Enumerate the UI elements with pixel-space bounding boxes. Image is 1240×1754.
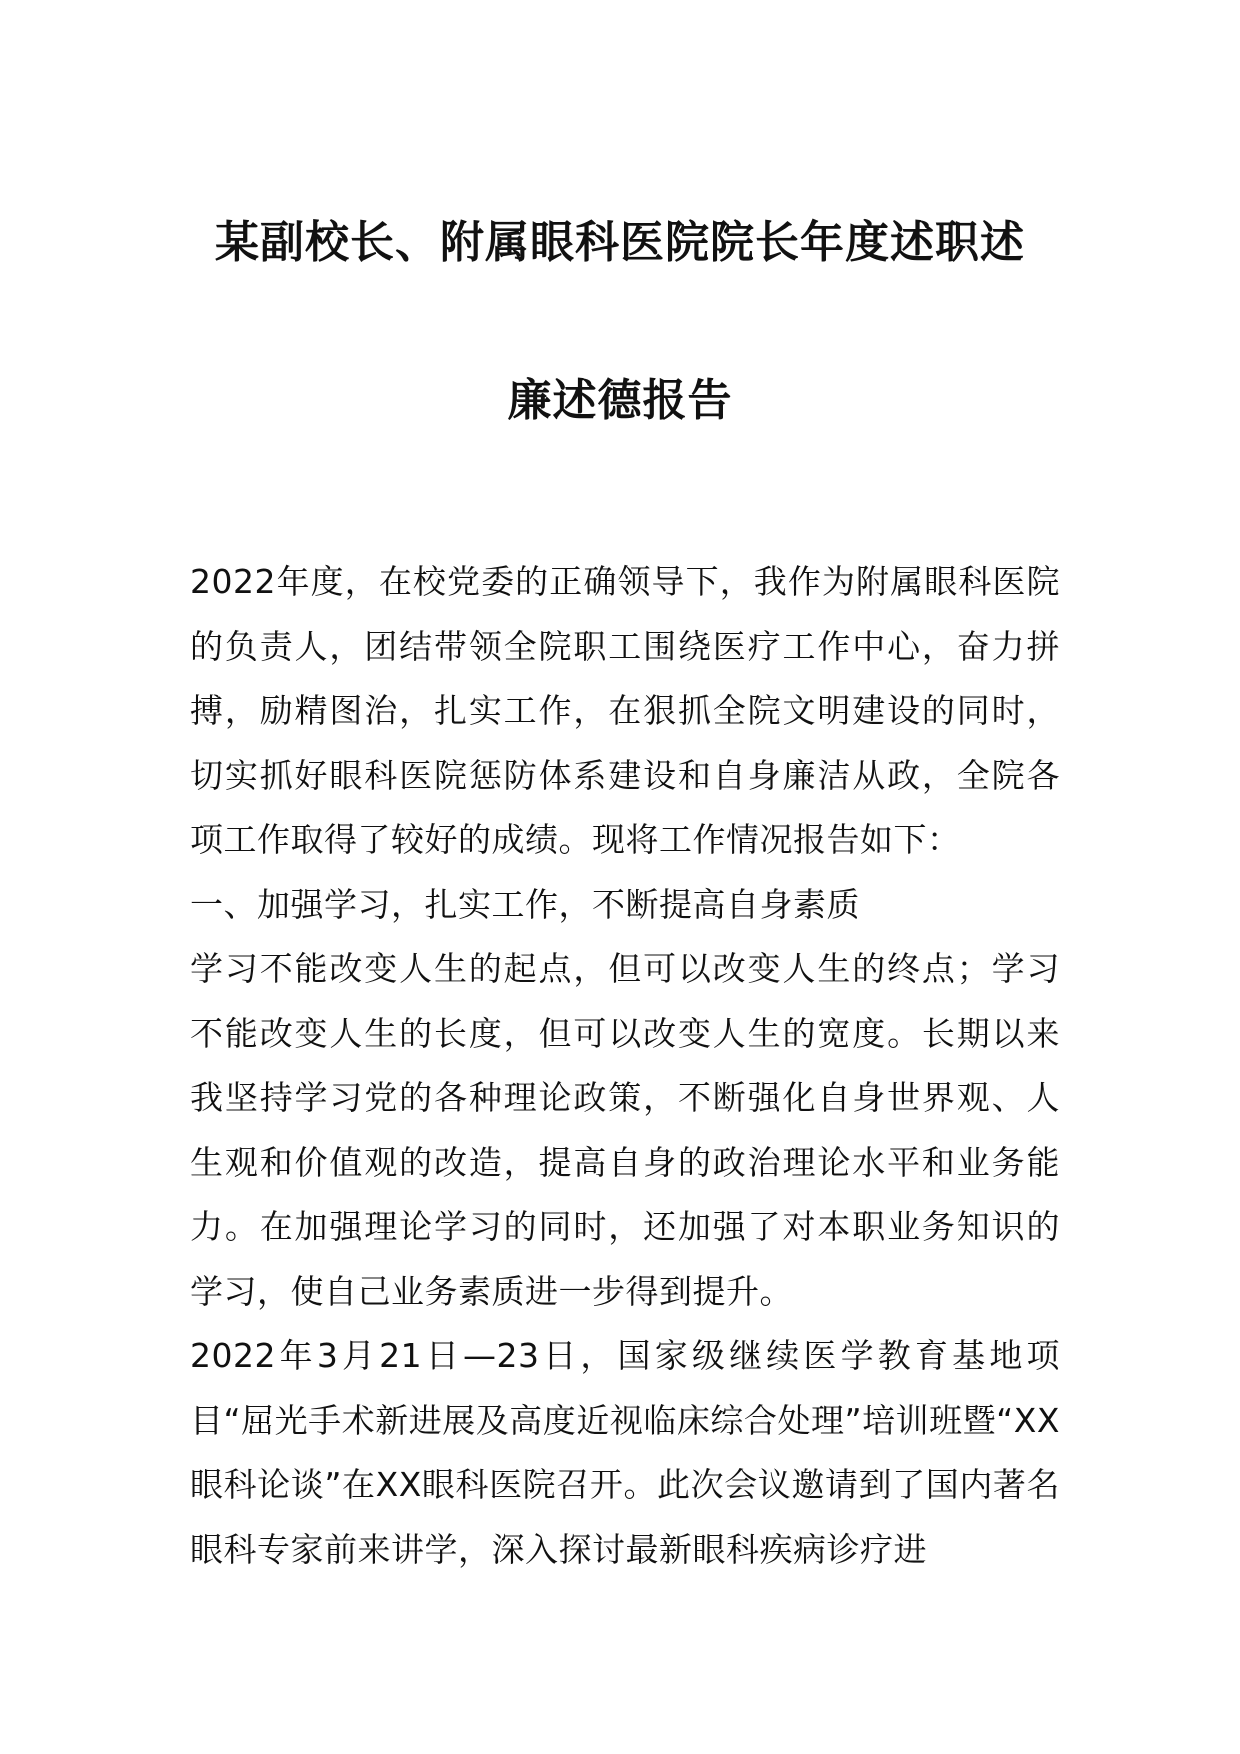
paragraph-intro: 2022年度，在校党委的正确领导下，我作为附属眼科医院的负责人，团结带领全院职工围绕医疗工作中心，奋力拼搏，励精图治，扎实工作，在狠抓全院文明建设的同时，切实抓好眼科医院惩防体系建设和自身廉洁从政，全院各项工作取得了较好的成绩。现将工作情况报告如下： xyxy=(190,562,1060,859)
section-heading-1: 一、加强学习，扎实工作，不断提高自身素质 xyxy=(190,884,860,924)
document-body xyxy=(190,550,1060,1582)
paragraph-study: 学习不能改变人生的起点，但可以改变人生的终点；学习不能改变人生的长度，但可以改变人生的宽度。长期以来我坚持学习党的各种理论政策，不断强化自身世界观、人生观和价值观的改造，提高自身的政治理论水平和业务能力。在加强理论学习的同时，还加强了对本职业务知识的学习，使自己业务素质进一步得到提升。 xyxy=(190,949,1060,1311)
document-title-line-2: 廉述德报告 xyxy=(507,375,733,426)
paragraph-conference: 2022年3月21日—23日，国家级继续医学教育基地项目“屈光手术新进展及高度近视临床综合处理”培训班暨“XX眼科论谈”在XX眼科医院召开。此次会议邀请到了国内著名眼科专家前来讲学，深入探讨最新眼科疾病诊疗进 xyxy=(190,1336,1060,1569)
document-title-line-1: 某副校长、附属眼科医院院长年度述职述 xyxy=(215,217,1025,268)
